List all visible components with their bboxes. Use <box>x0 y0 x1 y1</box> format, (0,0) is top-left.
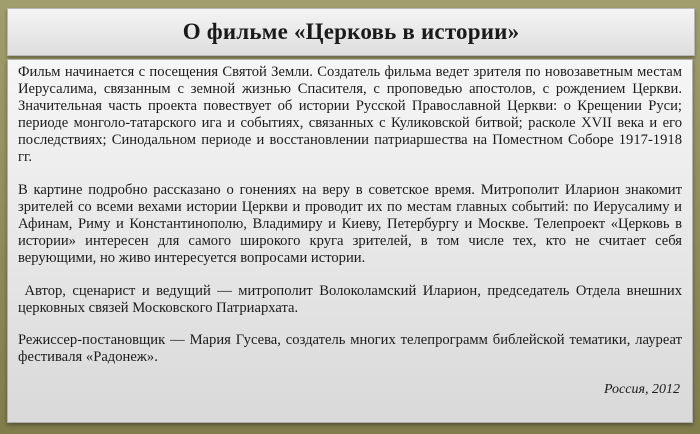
content-panel <box>7 59 693 423</box>
title-banner <box>7 8 695 56</box>
paragraph-author: Автор, сценарист и ведущий — митрополит Волоколамский Иларион, председатель Отдела внешних церковных связей Московского Патриархата. <box>18 283 686 316</box>
page-title: О фильме «Церковь в истории» <box>182 19 520 44</box>
paragraph-persecution: В картине подробно рассказано о гонениях на веру в советское время. Митрополит Иларион знакомит зрителей со всеми вехами истории Церкви и проводит их по местам главных событий: по Иерусалиму и Афинам, Риму и Константинополю, Владимиру и Киеву, Петербургу и Москве. Телепроект «Церковь в истории» интересен для самого широкого круга зрителей, в том числе тех, кто не считает себя верующими, но живо интересуется вопросами истории. <box>18 182 682 266</box>
signature-country-year: Россия, 2012 <box>604 382 680 397</box>
paragraph-overview: Фильм начинается с посещения Святой Земли. Создатель фильма ведет зрителя по новозаветным местам Иерусалима, связанным с земной жизнью Спасителя, с проповедью апостолов, с рождением Церкви. Значительная часть проекта повествует об истории Русской Православной Церкви: о Крещении Руси; периоде монголо-татарского ига и событиях, связанных с Куликовской битвой; расколе XVII века и его последствиях; Синодальном периоде и восстановлении патриаршества на Поместном Соборе 1917-1918 гг. <box>18 64 682 165</box>
paragraph-director: Режиссер-постановщик — Мария Гусева, создатель многих телепрограмм библейской тематики, лауреат фестиваля «Радонеж». <box>18 332 682 365</box>
